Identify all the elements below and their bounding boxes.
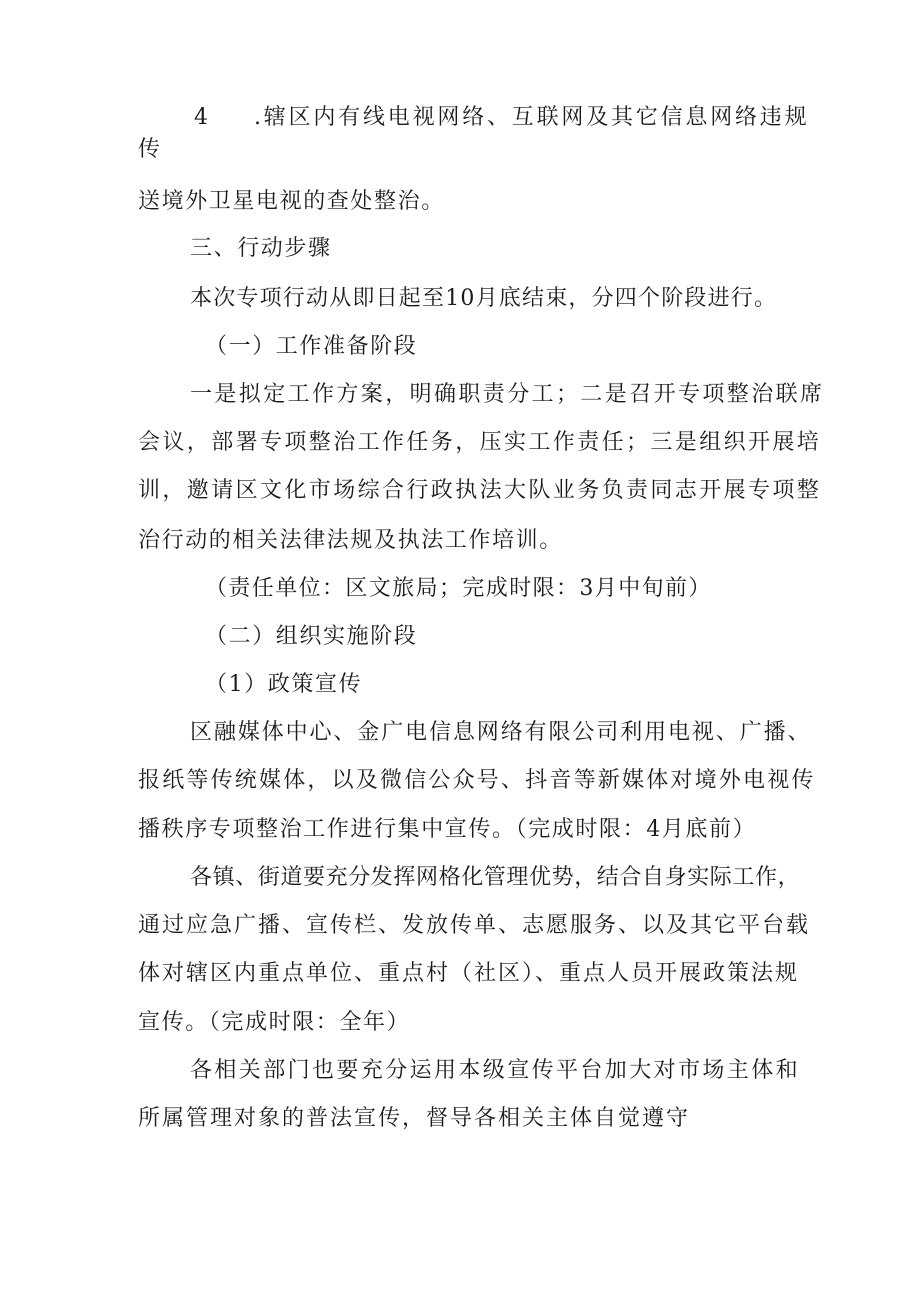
paragraph-line: 通过应急广播、宣传栏、发放传单、志愿服务、以及其它平台载 [138, 913, 811, 938]
paragraph-line: 训，邀请区文化市场综合行政执法大队业务负责同志开展专项整 [138, 478, 822, 503]
paragraph-line: 播秩序专项整治工作进行集中宣传。（完成时限：4月底前） [138, 817, 757, 842]
item-heading-tail: 传 [138, 137, 162, 162]
paragraph-line: 会议，部署专项整治工作任务，压实工作责任；三是组织开展培 [138, 430, 822, 455]
stage1-heading: （一）工作准备阶段 [205, 334, 418, 359]
section-heading: 三、行动步骤 [190, 236, 332, 261]
paragraph-line: 各相关部门也要充分运用本级宣传平台加大对市场主体和 [190, 1058, 801, 1083]
paragraph-line: 宣传。（完成时限：全年） [138, 1010, 411, 1035]
paragraph-line: 区融媒体中心、金广电信息网络有限公司利用电视、广播、 [190, 720, 812, 745]
paragraph-line: 体对辖区内重点单位、重点村（社区）、重点人员开展政策法规 [138, 961, 800, 986]
paragraph-line: 各镇、街道要充分发挥网格化管理优势，结合自身实际工作， [190, 865, 801, 890]
paragraph-line: 治行动的相关法律法规及执法工作培训。 [138, 528, 563, 553]
responsibility-note: （责任单位：区文旅局；完成时限：3月中旬前） [205, 576, 712, 601]
intro-paragraph: 本次专项行动从即日起至10月底结束，分四个阶段进行。 [190, 286, 778, 311]
stage2-heading: （二）组织实施阶段 [205, 624, 418, 649]
item-continuation: 送境外卫星电视的查处整治。 [138, 189, 445, 214]
item-number: 4 [194, 105, 208, 130]
paragraph-line: 所属管理对象的普法宣传，督导各相关主体自觉遵守 [138, 1106, 691, 1131]
paragraph-line: 报纸等传统媒体，以及微信公众号、抖音等新媒体对境外电视传 [138, 768, 816, 793]
item-heading: .辖区内有线电视网络、互联网及其它信息网络违规 [254, 105, 810, 130]
policy-publicity-heading: （1）政策宣传 [205, 672, 363, 697]
paragraph-line: 一是拟定工作方案，明确职责分工；二是召开专项整治联席 [190, 382, 825, 407]
